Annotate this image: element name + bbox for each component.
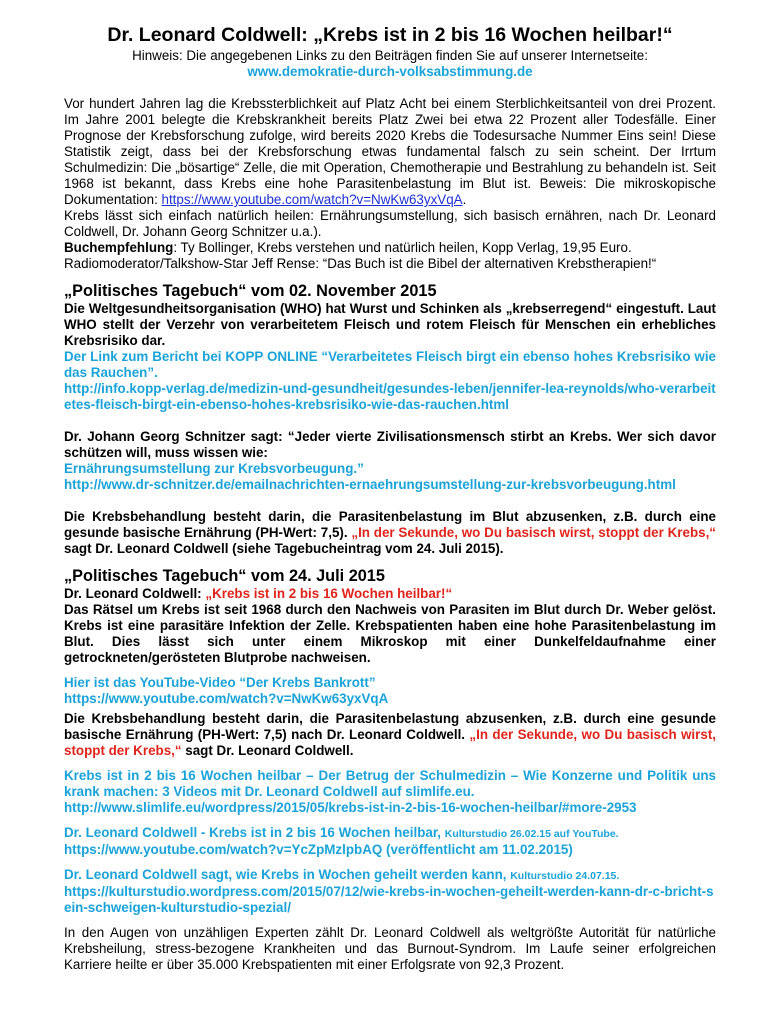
kulturstudio-url[interactable]: https://kulturstudio.wordpress.com/2015/07/12/wie-krebs-in-wochen-geheilt-werden-kann-dr-c-bricht-sein-schweigen-kulturstudio-spezial/ [64,884,714,915]
coldwell-red-quote: „Krebs ist in 2 bis 16 Wochen heilbar!“ [205,586,453,601]
schnitzer-link-label[interactable]: Ernährungsumstellung zur Krebsvorbeugung.” [64,461,364,476]
kulturstudio-line[interactable] [64,867,716,884]
youtube2-url[interactable]: https://www.youtube.com/watch?v=YcZpMzlpbAQ [64,842,383,857]
book-label: Buchempfehlung [64,240,174,255]
website-link[interactable]: www.demokratie-durch-volksabstimmung.de [247,64,533,79]
treat1-text-b: sagt Dr. Leonard Coldwell (siehe Tagebucheintrag vom 24. Juli 2015). [64,541,504,556]
youtube2-label[interactable]: Dr. Leonard Coldwell - Krebs ist in 2 bis 16 Wochen heilbar, [64,825,445,840]
treat1-text-a: Die Krebsbehandlung besteht darin, die Parasitenbelastung im Blut abzusenken, z.B. durch eine gesunde basische Ernährung (PH-Wert: 7,5). [64,509,716,540]
document-title: Dr. Leonard Coldwell: „Krebs ist in 2 bis 16 Wochen heilbar!“ [107,24,673,46]
treat2-text-b: sagt Dr. Leonard Coldwell. [181,743,354,758]
kopp-url[interactable]: http://info.kopp-verlag.de/medizin-und-gesundheit/gesundes-leben/jennifer-lea-reynolds/who-verarbeitetes-fleisch-birgt-ein-ebenso-hohes-krebsrisiko-wie-das-rauchen.html [64,381,716,412]
treatment-paragraph-2 [64,711,716,759]
video-label[interactable]: Hier ist das YouTube-Video “Der Krebs Bankrott” [64,675,376,690]
intro-after-link: . [462,192,467,207]
treat2-text-a: Die Krebsbehandlung besteht darin, die Parasitenbelastung abzusenken, z.B. durch eine gesunde basische Ernährung (PH-Wert: 7,5) nach Dr. Leonard Coldwell. [64,711,716,742]
treat2-red-quote: „In der Sekunde, wo Du basisch wirst, stoppt der Krebs,“ [64,727,716,758]
youtube2-note: (veröffentlicht am 11.02.2015) [382,842,573,857]
section1-heading: „Politisches Tagebuch“ vom 02. November 2015 [64,282,437,300]
kulturstudio-small: Kulturstudio 24.07.15. [510,870,620,882]
book-text: : Ty Bollinger, Krebs verstehen und natürlich heilen, Kopp Verlag, 19,95 Euro. [173,240,632,255]
kopp-link-label[interactable]: Der Link zum Bericht bei KOPP ONLINE “Verarbeitetes Fleisch birgt ein ebenso hohes Krebsrisiko wie das Rauchen”. [64,349,716,380]
links-note: Hinweis: Die angegebenen Links zu den Beiträgen finden Sie auf unserer Internetseite: [132,48,648,63]
youtube2-small: Kulturstudio 26.02.15 auf YouTube. [444,828,619,840]
treatment-paragraph-1 [64,509,716,557]
schnitzer-quote: Dr. Johann Georg Schnitzer sagt: “Jeder vierte Zivilisationsmensch stirbt an Krebs. Wer sich davor schützen will, muss wissen wie: [64,429,716,460]
slimlife-url[interactable]: http://www.slimlife.eu/wordpress/2015/05/krebs-ist-in-2-bis-16-wochen-heilbar/#more-2953 [64,800,637,815]
coldwell-name: Dr. Leonard Coldwell: [64,586,206,601]
coldwell-line [64,586,716,602]
raetsel-paragraph: Das Rätsel um Krebs ist seit 1968 durch den Nachweis von Parasiten im Blut durch Dr. Weber gelöst. Krebs ist eine parasitäre Infektion der Zelle. Krebspatienten haben eine hohe Parasitenbelastung im Blut. Dies lässt sich unter einem Mikroskop mit einer Dunkelfeldaufnahme einer getrockneten/gerösteten Blutprobe nachweisen. [64,602,716,665]
schnitzer-url[interactable]: http://www.dr-schnitzer.de/emailnachrichten-ernaehrungsumstellung-zur-krebsvorbeugung.html [64,477,676,492]
intro-paragraph [64,96,716,208]
book-recommendation [64,240,716,256]
intro-youtube-link[interactable]: https://www.youtube.com/watch?v=NwKw63yxVqA [161,192,463,207]
section2-heading: „Politisches Tagebuch“ vom 24. Juli 2015 [64,567,385,585]
radio-quote: Radiomoderator/Talkshow-Star Jeff Rense: “Das Buch ist die Bibel der alternativen Krebstherapien!“ [64,256,657,271]
kulturstudio-label[interactable]: Dr. Leonard Coldwell sagt, wie Krebs in Wochen geheilt werden kann, [64,867,511,882]
slimlife-label[interactable]: Krebs ist in 2 bis 16 Wochen heilbar – Der Betrug der Schulmedizin – Wie Konzerne und Politik uns krank machen: 3 Videos mit Dr. Leonard Coldwell auf slimlife.eu. [64,768,716,799]
youtube2-line[interactable] [64,825,716,842]
video-url[interactable]: https://www.youtube.com/watch?v=NwKw63yxVqA [64,691,389,706]
intro-text: Vor hundert Jahren lag die Krebssterblichkeit auf Platz Acht bei einem Sterblichkeitsanteil von drei Prozent. Im Jahre 2001 belegte die Krebskrankheit bereits Platz Zwei bei etwa 22 Prozent aller Todesfälle. Einer Prognose der Krebsforschung zufolge, wird bereits 2020 Krebs die Todesursache Nummer Eins sein! Diese Statistik zeigt, dass bei der Krebsforschung etwas fundamental falsch zu sein scheint. Der Irrtum Schulmedizin: Die „bösartige“ Zelle, die mit Operation, Chemotherapie und Bestrahlung zu behandeln ist. Seit 1968 ist bekannt, dass Krebs eine hohe Parasitenbelastung im Blut ist. Beweis: Die mikroskopische Dokumentation: [64,96,716,207]
youtube2-url-line[interactable] [64,842,716,858]
closing-paragraph: In den Augen von unzähligen Experten zählt Dr. Leonard Coldwell als weltgrößte Autorität für natürliche Krebsheilung, stress-bezogene Krankheiten und das Burnout-Syndrom. Im Laufe seiner erfolgreichen Karriere heilte er über 35.000 Krebspatienten mit einer Erfolgsrate von 92,3 Prozent. [64,925,716,972]
intro-line2: Krebs lässt sich einfach natürlich heilen: Ernährungsumstellung, sich basisch ernähren, nach Dr. Leonard Coldwell, Dr. Johann Georg Schnitzer u.a.). [64,208,716,239]
treat1-red-quote: „In der Sekunde, wo Du basisch wirst, stoppt der Krebs,“ [351,525,716,540]
who-paragraph: Die Weltgesundheitsorganisation (WHO) hat Wurst und Schinken als „krebserregend“ eingestuft. Laut WHO stellt der Verzehr von verarbeitetem Fleisch und rotem Fleisch für Menschen ein erhebliches Krebsrisiko dar. [64,301,716,348]
